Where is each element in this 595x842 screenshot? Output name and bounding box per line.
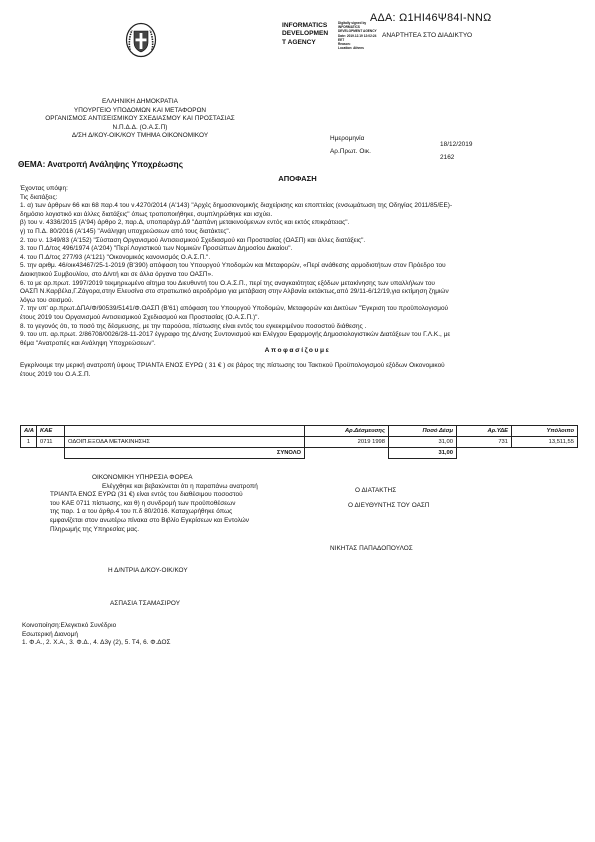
preamble-line: 9. του υπ. αρ.πρωτ. 2/86708/0026/28-11-2017 έγγραφο της Δ/νσης Συντονισμού και Ελέγχου Εφαρμογής Δημοσιολογιστικών Διατάξεων του Γ.Λ.Κ., με: [20, 331, 451, 339]
ada-number: ΑΔΑ: Ω1ΗΙ46Ψ84Ι-ΝΝΩ: [370, 12, 492, 24]
cell-amount: 31,00: [389, 437, 457, 448]
authority-line: Ν.Π.Δ.Δ. (Ο.Α.Σ.Π): [112, 123, 168, 131]
stamp-line: Location: Athens: [338, 46, 364, 51]
financial-service-statement: [50, 474, 258, 534]
col-header-aa: Α/Α: [21, 426, 37, 437]
director-name: ΝΙΚΗΤΑΣ ΠΑΠΑΔΟΠΟΥΛΟΣ: [330, 545, 413, 552]
signer-title: Ο ΔΙΑΤΑΚΤΗΣ: [355, 487, 397, 494]
cell-balance: 13,511,55: [512, 437, 578, 448]
stamp-line: DEVELOPMENT AGENCY: [338, 29, 377, 34]
col-header-description: [65, 426, 305, 437]
total-value: 31,00: [389, 448, 457, 459]
preamble-line: γ) το Π.Δ. 80/2016 (Α'145) "Ανάληψη υποχρεώσεων από τους διατάκτες".: [20, 227, 231, 235]
preamble-line: 8. το γεγονός ότι, το ποσό της δέσμευσης, με την παρούσα, πίστωσης είναι εντός του εγκεκριμένου ποσοστού διάθεσης .: [20, 322, 367, 330]
authority-line: Δ/ΣΗ Δ/ΚΟΥ-ΟΙΚ/ΚΟΥ ΤΜΗΜΑ ΟΙΚΟΝΟΜΙΚΟΥ: [71, 132, 209, 140]
posted-online-label: ΑΝΑΡΤΗΤΕΑ ΣΤΟ ΔΙΑΔΙΚΤΥΟ: [382, 32, 473, 39]
agency-label: [282, 22, 328, 47]
financial-line: εμφανίζεται στον ανωτέρω πίνακα στο Βιβλίο Εγκρίσεων και Εντολών: [50, 516, 250, 524]
preamble-line: 7. την υπ' αρ.πρωτ.ΔΠΑ/Φ/90539/5141/Φ.ΟΑΣΠ (Β'61) απόφαση του Υπουργού Υποδομών, Μεταφορών και Δικτύων "Έγκριση του προϋπολογισμού: [20, 305, 449, 313]
preamble-line: ΟΑΣΠ Ν.Καρβέλα,Γ.Ζάγορα,στην Ελευσίνα στο στρατιωτικό αεροδρόμιο για μετάβαση στην Αλβανία εκτάκτως,από 29/11-6/12/19,για εκτίμηση ζημιών: [20, 288, 449, 296]
financial-line: Πληρωμής της Υπηρεσίας μας.: [50, 525, 140, 533]
preamble-line: δημόσιο λογιστικό και άλλες διατάξεις" όπως τροποποιήθηκε, συμπληρώθηκε και ισχύει.: [20, 210, 273, 218]
document-meta-labels: [330, 132, 371, 158]
cell-commitment-no: 2019 1998: [305, 437, 389, 448]
preamble-line: Έχοντας υπόψη:: [20, 185, 68, 192]
preamble-line: 5. την αριθμ. 46/οικ43467/25-1-2019 (Β'390) απόφαση του Υπουργού Υποδομών και Μεταφορών, «Περί ανάθεσης αρμοδιοτήτων στον Πρόεδρο του: [20, 262, 446, 270]
financial-line: ΤΡΙΑΝΤΑ ΕΝΟΣ ΕΥΡΩ (31 €) είναι εντός του διαθέσιμου ποσοστού: [50, 491, 243, 499]
protocol-label: Αρ.Πρωτ. Οικ.: [330, 148, 371, 155]
greek-emblem-icon: [125, 22, 157, 58]
preamble-line: 2. του ν. 1349/83 (Α'152) "Σύσταση Οργανισμού Αντισεισμικού Σχεδιασμού και Προστασίας (ΟΑΣΠ) και άλλες διατάξεις".: [20, 236, 366, 244]
subject-line: ΘΕΜΑ: Ανατροπή Ανάληψης Υποχρέωσης: [18, 160, 183, 169]
cell-description: ΟΔΟΙΠ.ΕΞΟΔΑ ΜΕΤΑΚΙΝΗΣΗΣ: [65, 437, 305, 448]
agency-line: INFORMATICS: [282, 22, 328, 29]
preamble-considerations: [20, 185, 452, 348]
agency-line: T AGENCY: [282, 38, 316, 46]
authority-line: ΥΠΟΥΡΓΕΙΟ ΥΠΟΔΟΜΩΝ ΚΑΙ ΜΕΤΑΦΟΡΩΝ: [73, 106, 207, 114]
stamp-line: Reason:: [338, 42, 351, 47]
digital-signature-stamp: [338, 21, 377, 50]
stamp-line: EET: [338, 37, 345, 42]
authority-line: ΟΡΓΑΝΙΣΜΟΣ ΑΝΤΙΣΕΙΣΜΙΚΟΥ ΣΧΕΔΙΑΣΜΟΥ ΚΑΙ ΠΡΟΣΤΑΣΙΑΣ: [45, 115, 235, 123]
stamp-line: Digitally signed by: [338, 21, 367, 25]
issuing-authority: [0, 98, 280, 141]
document-meta-values: [440, 138, 472, 164]
notify-line: Εσωτερική Διανομή: [22, 630, 78, 638]
table-header-row: [21, 426, 578, 437]
col-header-yde: Αρ.ΥΔΕ: [457, 426, 512, 437]
cell-yde: 731: [457, 437, 512, 448]
approve-line: έτους 2019 του Ο.Α.Σ.Π.: [20, 370, 91, 378]
commitment-table: [20, 425, 578, 459]
col-header-kae: ΚΑΕ: [37, 426, 65, 437]
department-head-name: ΑΣΠΑΣΙΑ ΤΣΑΜΑΣΙΡΟΥ: [110, 600, 181, 607]
cell-aa: 1: [21, 437, 37, 448]
notification-list: [22, 622, 171, 648]
notify-line: Κοινοποίηση:Ελεγκτικό Συνέδριο: [22, 622, 117, 629]
total-label: ΣΥΝΟΛΟ: [65, 448, 305, 459]
preamble-line: θέμα "Ανατροπές και Ανάληψη Υποχρεώσεων".: [20, 339, 156, 347]
preamble-line: β) του ν. 4336/2015 (Α'94) άρθρο 2, παρ.Δ, υποπαράγρ.Δ9 "Δαπάνη μετακινούμενων εντός και εκτός επικράτειας".: [20, 219, 350, 227]
preamble-line: λόγω του σεισμού.: [20, 296, 74, 304]
financial-line: της παρ. 1 α του άρθρ.4 του π.δ 80/2016. Καταχωρήθηκε όπως: [50, 508, 233, 516]
table-row: [21, 437, 578, 448]
table-total-row: [21, 448, 578, 459]
preamble-line: 3. του Π.Δ/τος 496/1974 (Α'204) "Περί Λογιστικού των Νομικών Προσώπων Δημοσίου Δικαίου".: [20, 245, 293, 253]
protocol-value: 2162: [440, 154, 455, 161]
department-head-title: Η Δ/ΝΤΡΙΑ Δ/ΚΟΥ-ΟΙΚ/ΚΟΥ: [108, 567, 188, 574]
preamble-line: 6. το με αρ.πρωτ. 1997/2019 τεκμηριωμένο αίτημα του Διευθυντή του Ο.Α.Σ.Π., περί της αναγκαιότητας εξόδων μετακίνησης των υπαλλήλων του: [20, 279, 435, 287]
col-header-commitment-no: Αρ.Δέσμευσης: [305, 426, 389, 437]
preamble-line: έτους 2019 του Οργανισμού Αντισεισμικού Σχεδιασμού και Προστασίας (Ο.Α.Σ.Π.)".: [20, 313, 260, 321]
authority-line: ΕΛΛΗΝΙΚΗ ΔΗΜΟΚΡΑΤΙΑ: [101, 98, 178, 105]
preamble-line: Διοικητικού Συμβουλίου, στο Δ/ντή και σε άλλα όργανα του ΟΑΣΠ».: [20, 270, 214, 278]
financial-line: Ελέγχθηκε και βεβαιώνεται ότι η παραπάνω ανατροπή: [102, 482, 258, 490]
col-header-balance: Υπόλοιπο: [512, 426, 578, 437]
stamp-line: Date: 2019.12.19 12:02:24: [338, 33, 377, 38]
financial-line: του ΚΑΕ 0711 πίστωσης, και θ) η συνδρομή των προϋποθέσεων: [50, 499, 236, 507]
col-header-amount: Ποσό Δέσμ: [389, 426, 457, 437]
decision-title: ΑΠΟΦΑΣΗ: [278, 174, 317, 183]
preamble-line: 4. του Π.Δ/τος 277/93 (Α'121) "Οικονομικός κανονισμός Ο.Α.Σ.Π.".: [20, 253, 211, 261]
director-title: Ο ΔΙΕΥΘΥΝΤΗΣ ΤΟΥ ΟΑΣΠ: [348, 502, 430, 509]
date-label: Ημερομηνία: [330, 135, 365, 142]
notify-line: 1. Φ.Α., 2. Χ.Α., 3. Φ.Δ., 4. Δ3γ (2), 5. Τ4, 6. Φ.ΔΟΣ: [22, 639, 171, 647]
approve-heading: Αποφασίζουμε: [264, 347, 331, 354]
cell-kae: 0711: [37, 437, 65, 448]
approve-text: [20, 362, 445, 379]
agency-line: DEVELOPMEN: [282, 30, 329, 38]
approve-line: Εγκρίνουμε την μερική ανατροπή ύψους ΤΡΙΑΝΤΑ ΕΝΟΣ ΕΥΡΩ ( 31 € ) σε βάρος της πίστωσης του Τακτικού Προϋπολογισμού εξόδων Οικονομικού: [20, 362, 445, 369]
preamble-line: 1. α) των άρθρων 66 και 68 παρ.4 του ν.4270/2014 (Α'143) "Αρχές δημοσιονομικής διαχείρισης και εποπτείας (ενσωμάτωση της Οδηγίας 2011/85/ΕΕ)-: [20, 202, 453, 210]
stamp-line: INFORMATICS: [338, 25, 360, 30]
date-value: 18/12/2019: [440, 141, 473, 148]
financial-line: ΟΙΚΟΝΟΜΙΚΗ ΥΠΗΡΕΣΙΑ ΦΟΡΕΑ: [92, 474, 193, 481]
preamble-line: Τις διατάξεις:: [20, 193, 58, 201]
